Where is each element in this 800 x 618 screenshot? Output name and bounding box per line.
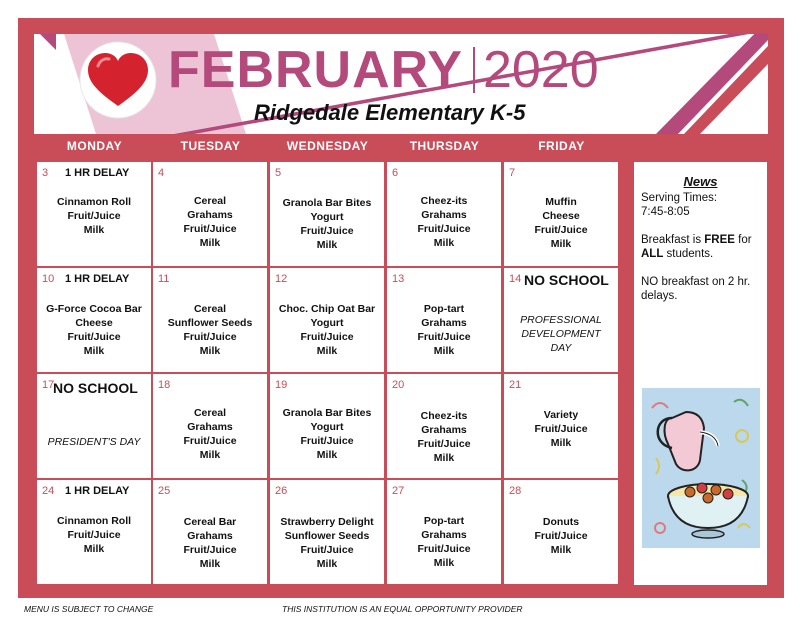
day-cell	[153, 162, 267, 266]
day-cell	[504, 162, 618, 266]
title-year: 2020	[482, 41, 599, 99]
free-text-part: students.	[663, 248, 714, 260]
menu-item: Fruit/Juice	[67, 331, 121, 343]
menu-item: Fruit/Juice	[417, 543, 471, 555]
day-header-friday: FRIDAY	[538, 139, 585, 153]
menu-item: Yogurt	[310, 317, 344, 329]
menu-item: Milk	[316, 449, 338, 461]
menu-list	[153, 406, 267, 462]
menu-item: Pop-tart	[423, 303, 465, 315]
menu-list	[153, 302, 267, 358]
menu-item: Milk	[550, 437, 572, 449]
menu-item: Cheese	[75, 317, 113, 329]
menu-list	[387, 302, 501, 358]
date-number: 13	[392, 273, 405, 285]
menu-item: Granola Bar Bites	[282, 407, 372, 419]
menu-list	[153, 194, 267, 250]
news-title: News	[683, 174, 718, 189]
closure-reason	[37, 435, 151, 449]
day-cell	[270, 268, 384, 372]
day-header-thursday: THURSDAY	[409, 139, 480, 153]
date-number: 20	[392, 379, 405, 391]
free-breakfast-note	[641, 233, 761, 261]
menu-list	[37, 302, 151, 358]
menu-item: Fruit/Juice	[67, 529, 121, 541]
date-number: 24	[42, 485, 55, 497]
delay-note: 1 HR DELAY	[65, 485, 130, 497]
school-name: Ridgedale Elementary K-5	[254, 100, 526, 125]
menu-item: Fruit/Juice	[300, 435, 354, 447]
day-cell	[504, 480, 618, 584]
breakfast-clipart	[642, 388, 760, 548]
closure-line: PROFESSIONAL	[520, 314, 602, 326]
menu-item: Milk	[316, 239, 338, 251]
date-number: 25	[158, 485, 171, 497]
date-number: 17	[42, 379, 55, 391]
menu-item: Cheese	[542, 210, 580, 222]
day-cell	[270, 374, 384, 478]
menu-item: Milk	[433, 345, 455, 357]
free-word: FREE	[704, 234, 735, 246]
menu-list	[504, 195, 618, 251]
menu-item: G-Force Cocoa Bar	[46, 303, 142, 315]
title-month: FEBRUARY	[168, 41, 463, 99]
date-number: 11	[158, 273, 170, 285]
free-text-part: for	[734, 234, 752, 246]
serving-times-label: Serving Times:	[641, 192, 718, 204]
day-cell	[153, 268, 267, 372]
day-cell	[387, 268, 501, 372]
menu-list	[37, 514, 151, 556]
menu-item: Cereal	[193, 407, 227, 419]
menu-item: Cinnamon Roll	[56, 196, 132, 208]
menu-item: Milk	[83, 345, 105, 357]
menu-item: Fruit/Juice	[67, 210, 121, 222]
menu-item: Milk	[433, 237, 455, 249]
menu-item: Fruit/Juice	[417, 331, 471, 343]
menu-item: Milk	[83, 543, 105, 555]
day-header-tuesday: TUESDAY	[180, 139, 241, 153]
free-text-part: Breakfast is	[641, 234, 705, 246]
day-cell	[387, 374, 501, 478]
menu-item: Cinnamon Roll	[56, 515, 132, 527]
closure-line: DEVELOPMENT	[521, 328, 601, 340]
menu-item: Fruit/Juice	[183, 223, 237, 235]
menu-item: Fruit/Juice	[183, 435, 237, 447]
date-number: 19	[275, 379, 288, 391]
date-number: 28	[509, 485, 522, 497]
menu-item: Milk	[199, 237, 221, 249]
menu-item: Cheez-its	[420, 410, 468, 422]
menu-item: Milk	[433, 452, 455, 464]
menu-item: Grahams	[421, 317, 467, 329]
day-cell	[153, 374, 267, 478]
menu-list	[504, 408, 618, 450]
menu-item: Grahams	[187, 530, 233, 542]
menu-item: Milk	[199, 345, 221, 357]
menu-item: Grahams	[187, 421, 233, 433]
menu-item: Grahams	[421, 424, 467, 436]
menu-item: Granola Bar Bites	[282, 197, 372, 209]
title-separator	[473, 47, 475, 93]
menu-item: Milk	[433, 557, 455, 569]
menu-item: Milk	[199, 449, 221, 461]
date-number: 7	[509, 167, 516, 179]
menu-list	[387, 194, 501, 250]
menu-list	[37, 195, 151, 237]
menu-item: Muffin	[545, 196, 577, 208]
closure-reason	[504, 313, 618, 355]
calendar-header	[34, 34, 768, 134]
day-cell	[37, 374, 151, 478]
page-title	[168, 40, 599, 100]
menu-item: Cereal	[193, 195, 227, 207]
menu-list	[153, 515, 267, 571]
date-number: 12	[275, 273, 288, 285]
date-number: 26	[275, 485, 288, 497]
menu-item: Pop-tart	[423, 515, 465, 527]
menu-item: Choc. Chip Oat Bar	[278, 303, 376, 315]
menu-item: Fruit/Juice	[300, 225, 354, 237]
menu-item: Fruit/Juice	[183, 331, 237, 343]
date-number: 27	[392, 485, 405, 497]
closure-line: DAY	[550, 342, 572, 354]
menu-item: Milk	[550, 238, 572, 250]
date-number: 3	[42, 167, 49, 179]
date-number: 6	[392, 167, 399, 179]
delay-note: 1 HR DELAY	[65, 167, 130, 179]
day-header-wednesday: WEDNESDAY	[286, 139, 369, 153]
menu-item: Milk	[550, 544, 572, 556]
menu-item: Milk	[316, 558, 338, 570]
menu-item: Fruit/Juice	[417, 438, 471, 450]
menu-item: Cereal	[193, 303, 227, 315]
no-school-label: NO SCHOOL	[524, 272, 609, 288]
menu-item: Grahams	[421, 209, 467, 221]
menu-item: Milk	[316, 345, 338, 357]
menu-item: Cereal Bar	[183, 516, 237, 528]
menu-item: Fruit/Juice	[300, 544, 354, 556]
date-number: 21	[509, 379, 522, 391]
menu-item: Strawberry Delight	[280, 516, 374, 528]
day-cell	[504, 268, 618, 372]
delay-note: 1 HR DELAY	[65, 273, 130, 285]
date-number: 10	[42, 273, 55, 285]
menu-item: Sunflower Seeds	[284, 530, 370, 542]
date-number: 4	[158, 167, 165, 179]
menu-item: Yogurt	[310, 421, 344, 433]
day-cell	[504, 374, 618, 478]
date-number: 14	[509, 273, 522, 285]
footer-equal-opportunity: THIS INSTITUTION IS AN EQUAL OPPORTUNITY PROVIDER	[282, 604, 523, 614]
day-cell	[37, 162, 151, 266]
menu-list	[270, 302, 384, 358]
menu-list	[270, 406, 384, 462]
menu-list	[270, 196, 384, 252]
menu-item: Fruit/Juice	[300, 331, 354, 343]
menu-item: Variety	[543, 409, 579, 421]
day-cell	[387, 162, 501, 266]
delay-breakfast-note: NO breakfast on 2 hr. delays.	[641, 276, 751, 302]
menu-item: Fruit/Juice	[534, 423, 588, 435]
menu-item: Grahams	[421, 529, 467, 541]
no-school-label: NO SCHOOL	[53, 380, 138, 396]
menu-item: Grahams	[187, 209, 233, 221]
cereal-bowl-icon	[642, 388, 760, 548]
day-cell	[270, 480, 384, 584]
menu-item: Milk	[199, 558, 221, 570]
day-cell	[387, 480, 501, 584]
menu-item: Fruit/Juice	[534, 224, 588, 236]
date-number: 18	[158, 379, 171, 391]
menu-list	[387, 514, 501, 570]
menu-item: Milk	[83, 224, 105, 236]
menu-item: Fruit/Juice	[534, 530, 588, 542]
day-cell	[153, 480, 267, 584]
menu-item: Sunflower Seeds	[167, 317, 253, 329]
news-panel	[634, 162, 767, 585]
menu-list	[504, 515, 618, 557]
menu-item: Cheez-its	[420, 195, 468, 207]
day-header-monday: MONDAY	[66, 139, 123, 153]
menu-item: Yogurt	[310, 211, 344, 223]
footer-disclaimer: MENU IS SUBJECT TO CHANGE	[24, 604, 154, 614]
menu-item: Fruit/Juice	[183, 544, 237, 556]
menu-list	[270, 515, 384, 571]
menu-item: Donuts	[542, 516, 580, 528]
all-word: ALL	[641, 248, 664, 260]
heart-icon	[78, 40, 158, 120]
menu-item: Fruit/Juice	[417, 223, 471, 235]
menu-list	[387, 409, 501, 465]
date-number: 5	[275, 167, 282, 179]
closure-line: PRESIDENT'S DAY	[47, 436, 141, 448]
serving-times: 7:45-8:05	[641, 206, 690, 218]
day-cell	[270, 162, 384, 266]
day-cell	[37, 268, 151, 372]
day-cell	[37, 480, 151, 584]
